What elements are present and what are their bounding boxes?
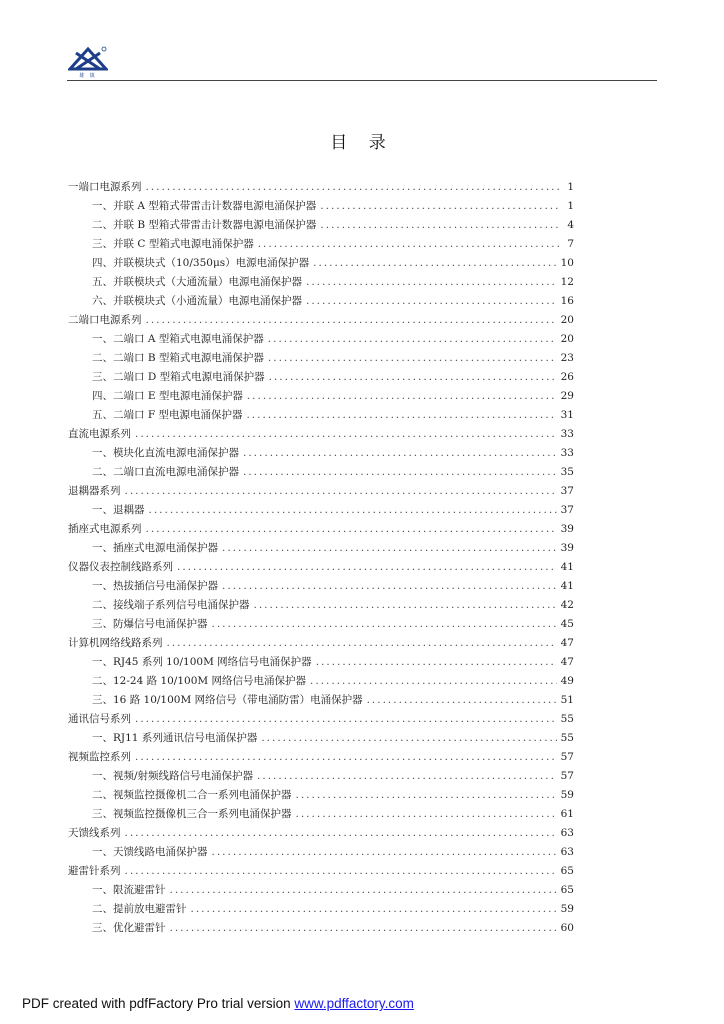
toc-entry-label: 二、提前放电避雷针 (92, 903, 187, 915)
toc-entry[interactable] (68, 330, 574, 349)
toc-page-number: 45 (560, 618, 574, 630)
toc-page-number: 35 (560, 466, 574, 478)
toc-entry[interactable] (68, 387, 574, 406)
toc-entry[interactable] (68, 653, 574, 672)
toc-entry-label: 仪器仪表控制线路系列 (68, 561, 173, 573)
toc-page-number: 41 (560, 580, 574, 592)
toc-section[interactable] (68, 748, 574, 767)
toc-page-number: 42 (560, 599, 574, 611)
toc-entry[interactable] (68, 444, 574, 463)
toc-entry-label: 三、二端口 D 型箱式电源电涌保护器 (92, 371, 265, 383)
toc-entry-label: 一、并联 A 型箱式带雷击计数器电源电涌保护器 (92, 200, 317, 212)
toc-entry-label: 退耦器系列 (68, 485, 121, 497)
toc-entry-label: 一、RJ11 系列通讯信号电涌保护器 (92, 732, 258, 744)
toc-entry-label: 避雷针系列 (68, 865, 121, 877)
toc-entry[interactable] (68, 539, 574, 558)
toc-entry-label: 四、并联模块式（10/350μs）电源电涌保护器 (92, 257, 310, 269)
toc-section[interactable] (68, 824, 574, 843)
toc-entry[interactable] (68, 805, 574, 824)
toc-entry[interactable] (68, 349, 574, 368)
toc-page-number: 61 (560, 808, 574, 820)
toc-page-number: 65 (560, 884, 574, 896)
toc-leader-dots (146, 311, 557, 330)
toc-page-number: 20 (560, 333, 574, 345)
toc-entry-label: 三、视频监控摄像机三合一系列电涌保护器 (92, 808, 292, 820)
toc-page-number: 49 (560, 675, 574, 687)
toc-entry[interactable] (68, 729, 574, 748)
toc-entry-label: 四、二端口 E 型电源电涌保护器 (92, 390, 243, 402)
toc-page-number: 16 (560, 295, 574, 307)
toc-leader-dots (146, 178, 561, 197)
toc-entry-label: 三、并联 C 型箱式电源电涌保护器 (92, 238, 254, 250)
toc-page-number: 29 (560, 390, 574, 402)
toc-page-number: 57 (560, 751, 574, 763)
toc-leader-dots (146, 520, 557, 539)
toc-entry-label: 三、防爆信号电涌保护器 (92, 618, 208, 630)
toc-leader-dots (125, 824, 557, 843)
toc-entry[interactable] (68, 919, 574, 938)
toc-leader-dots (167, 634, 557, 653)
toc-entry[interactable] (68, 881, 574, 900)
toc-leader-dots (135, 425, 557, 444)
toc-entry-label: 二、二端口直流电源电涌保护器 (92, 466, 239, 478)
toc-leader-dots (170, 919, 557, 938)
footer-text: PDF created with pdfFactory Pro trial version (22, 996, 295, 1011)
toc-page-number: 31 (560, 409, 574, 421)
toc-leader-dots (222, 539, 557, 558)
toc-entry[interactable] (68, 197, 574, 216)
toc-leader-dots (296, 805, 557, 824)
toc-entry-label: 天馈线系列 (68, 827, 121, 839)
toc-entry[interactable] (68, 292, 574, 311)
toc-entry[interactable] (68, 691, 574, 710)
page-title: 目 录 (330, 133, 394, 153)
header-divider (67, 80, 657, 81)
toc-leader-dots (320, 216, 560, 235)
toc-entry-label: 二、二端口 B 型箱式电源电涌保护器 (92, 352, 264, 364)
toc-entry-label: 二、视频监控摄像机二合一系列电涌保护器 (92, 789, 292, 801)
toc-section[interactable] (68, 710, 574, 729)
toc-leader-dots (306, 273, 557, 292)
toc-section[interactable] (68, 311, 574, 330)
toc-page-number: 12 (560, 276, 574, 288)
toc-leader-dots (257, 767, 557, 786)
toc-entry-label: 插座式电源系列 (68, 523, 142, 535)
toc-leader-dots (243, 463, 557, 482)
toc-leader-dots (316, 653, 557, 672)
toc-page-number: 20 (560, 314, 574, 326)
toc-entry[interactable] (68, 501, 574, 520)
toc-page-number: 33 (560, 447, 574, 459)
toc-page-number: 59 (560, 789, 574, 801)
toc-entry-label: 直流电源系列 (68, 428, 131, 440)
toc-entry-label: 一端口电源系列 (68, 181, 142, 193)
toc-entry-label: 一、插座式电源电涌保护器 (92, 542, 218, 554)
toc-entry[interactable] (68, 767, 574, 786)
toc-leader-dots (258, 235, 560, 254)
toc-page-number: 39 (560, 542, 574, 554)
toc-entry-label: 六、并联模块式（小通流量）电源电涌保护器 (92, 295, 302, 307)
toc-leader-dots (149, 501, 557, 520)
toc-entry-label: 一、热拔插信号电涌保护器 (92, 580, 218, 592)
footer-link[interactable]: www.pdffactory.com (294, 996, 414, 1011)
toc-page-number: 10 (560, 257, 574, 269)
toc-leader-dots (243, 444, 557, 463)
toc-page-number: 63 (560, 827, 574, 839)
toc-leader-dots (246, 406, 556, 425)
company-logo (68, 45, 108, 79)
toc-entry[interactable] (68, 672, 574, 691)
toc-leader-dots (135, 748, 557, 767)
toc-page-number: 26 (560, 371, 574, 383)
toc-entry[interactable] (68, 463, 574, 482)
toc-leader-dots (313, 254, 556, 273)
toc-entry[interactable] (68, 615, 574, 634)
toc-page-number: 1 (567, 181, 574, 193)
toc-entry[interactable] (68, 843, 574, 862)
toc-section[interactable] (68, 482, 574, 501)
toc-section[interactable] (68, 558, 574, 577)
toc-leader-dots (125, 482, 557, 501)
toc-leader-dots (247, 387, 557, 406)
toc-page-number: 33 (560, 428, 574, 440)
toc-entry-label: 一、退耦器 (92, 504, 145, 516)
toc-entry-label: 一、视频/射频线路信号电涌保护器 (92, 770, 254, 782)
toc-entry-label: 二、接线端子系列信号电涌保护器 (92, 599, 250, 611)
toc-page-number: 37 (560, 504, 574, 516)
toc-page-number: 23 (560, 352, 574, 364)
toc-entry[interactable] (68, 273, 574, 292)
toc-page-number: 63 (560, 846, 574, 858)
toc-leader-dots (310, 672, 557, 691)
toc-page-number: 51 (560, 694, 574, 706)
toc-entry-label: 视频监控系列 (68, 751, 131, 763)
toc-entry[interactable] (68, 235, 574, 254)
toc-entry[interactable] (68, 254, 574, 273)
toc-leader-dots (222, 577, 557, 596)
toc-page-number: 65 (560, 865, 574, 877)
toc-leader-dots (212, 843, 557, 862)
toc-entry-label: 一、模块化直流电源电涌保护器 (92, 447, 239, 459)
toc-page-number: 57 (560, 770, 574, 782)
toc-entry-label: 通讯信号系列 (68, 713, 131, 725)
toc-section[interactable] (68, 425, 574, 444)
logo-mark-icon (68, 45, 108, 72)
toc-page-number: 41 (560, 561, 574, 573)
toc-entry-label: 五、并联模块式（大通流量）电源电涌保护器 (92, 276, 302, 288)
toc-entry-label: 二端口电源系列 (68, 314, 142, 326)
table-of-contents (68, 178, 574, 938)
toc-leader-dots (212, 615, 557, 634)
pdf-footer (22, 996, 414, 1011)
toc-leader-dots (254, 596, 557, 615)
toc-leader-dots (177, 558, 557, 577)
toc-entry[interactable] (68, 406, 574, 425)
toc-leader-dots (367, 691, 557, 710)
toc-page-number: 37 (560, 485, 574, 497)
toc-page-number: 7 (567, 238, 574, 250)
toc-page-number: 1 (567, 200, 574, 212)
toc-section[interactable] (68, 862, 574, 881)
logo-text: 雄 镇 (79, 73, 97, 79)
toc-leader-dots (320, 197, 560, 216)
toc-leader-dots (269, 368, 557, 387)
toc-entry[interactable] (68, 786, 574, 805)
toc-entry-label: 二、12-24 路 10/100M 网络信号电涌保护器 (92, 675, 306, 687)
toc-page-number: 47 (560, 637, 574, 649)
toc-page-number: 4 (567, 219, 574, 231)
toc-page-number: 60 (560, 922, 574, 934)
toc-page-number: 59 (560, 903, 574, 915)
toc-entry-label: 二、并联 B 型箱式带雷击计数器电源电涌保护器 (92, 219, 317, 231)
toc-entry-label: 三、16 路 10/100M 网络信号（带电涌防雷）电涌保护器 (92, 694, 363, 706)
toc-entry[interactable] (68, 577, 574, 596)
toc-leader-dots (191, 900, 557, 919)
toc-entry-label: 三、优化避雷针 (92, 922, 166, 934)
toc-entry-label: 一、天馈线路电涌保护器 (92, 846, 208, 858)
toc-entry[interactable] (68, 596, 574, 615)
toc-page-number: 47 (560, 656, 574, 668)
toc-leader-dots (261, 729, 556, 748)
toc-leader-dots (296, 786, 557, 805)
toc-entry[interactable] (68, 216, 574, 235)
toc-page-number: 39 (560, 523, 574, 535)
toc-entry-label: 一、RJ45 系列 10/100M 网络信号电涌保护器 (92, 656, 312, 668)
toc-entry-label: 五、二端口 F 型电源电涌保护器 (92, 409, 243, 421)
toc-leader-dots (268, 349, 557, 368)
toc-leader-dots (135, 710, 557, 729)
toc-entry-label: 一、限流避雷针 (92, 884, 166, 896)
toc-section[interactable] (68, 178, 574, 197)
toc-section[interactable] (68, 520, 574, 539)
toc-entry[interactable] (68, 368, 574, 387)
toc-leader-dots (306, 292, 557, 311)
toc-page-number: 55 (560, 713, 574, 725)
toc-entry[interactable] (68, 900, 574, 919)
toc-entry-label: 计算机网络线路系列 (68, 637, 163, 649)
toc-entry-label: 一、二端口 A 型箱式电源电涌保护器 (92, 333, 264, 345)
toc-section[interactable] (68, 634, 574, 653)
toc-leader-dots (125, 862, 557, 881)
toc-page-number: 55 (560, 732, 574, 744)
toc-leader-dots (170, 881, 557, 900)
toc-leader-dots (268, 330, 557, 349)
